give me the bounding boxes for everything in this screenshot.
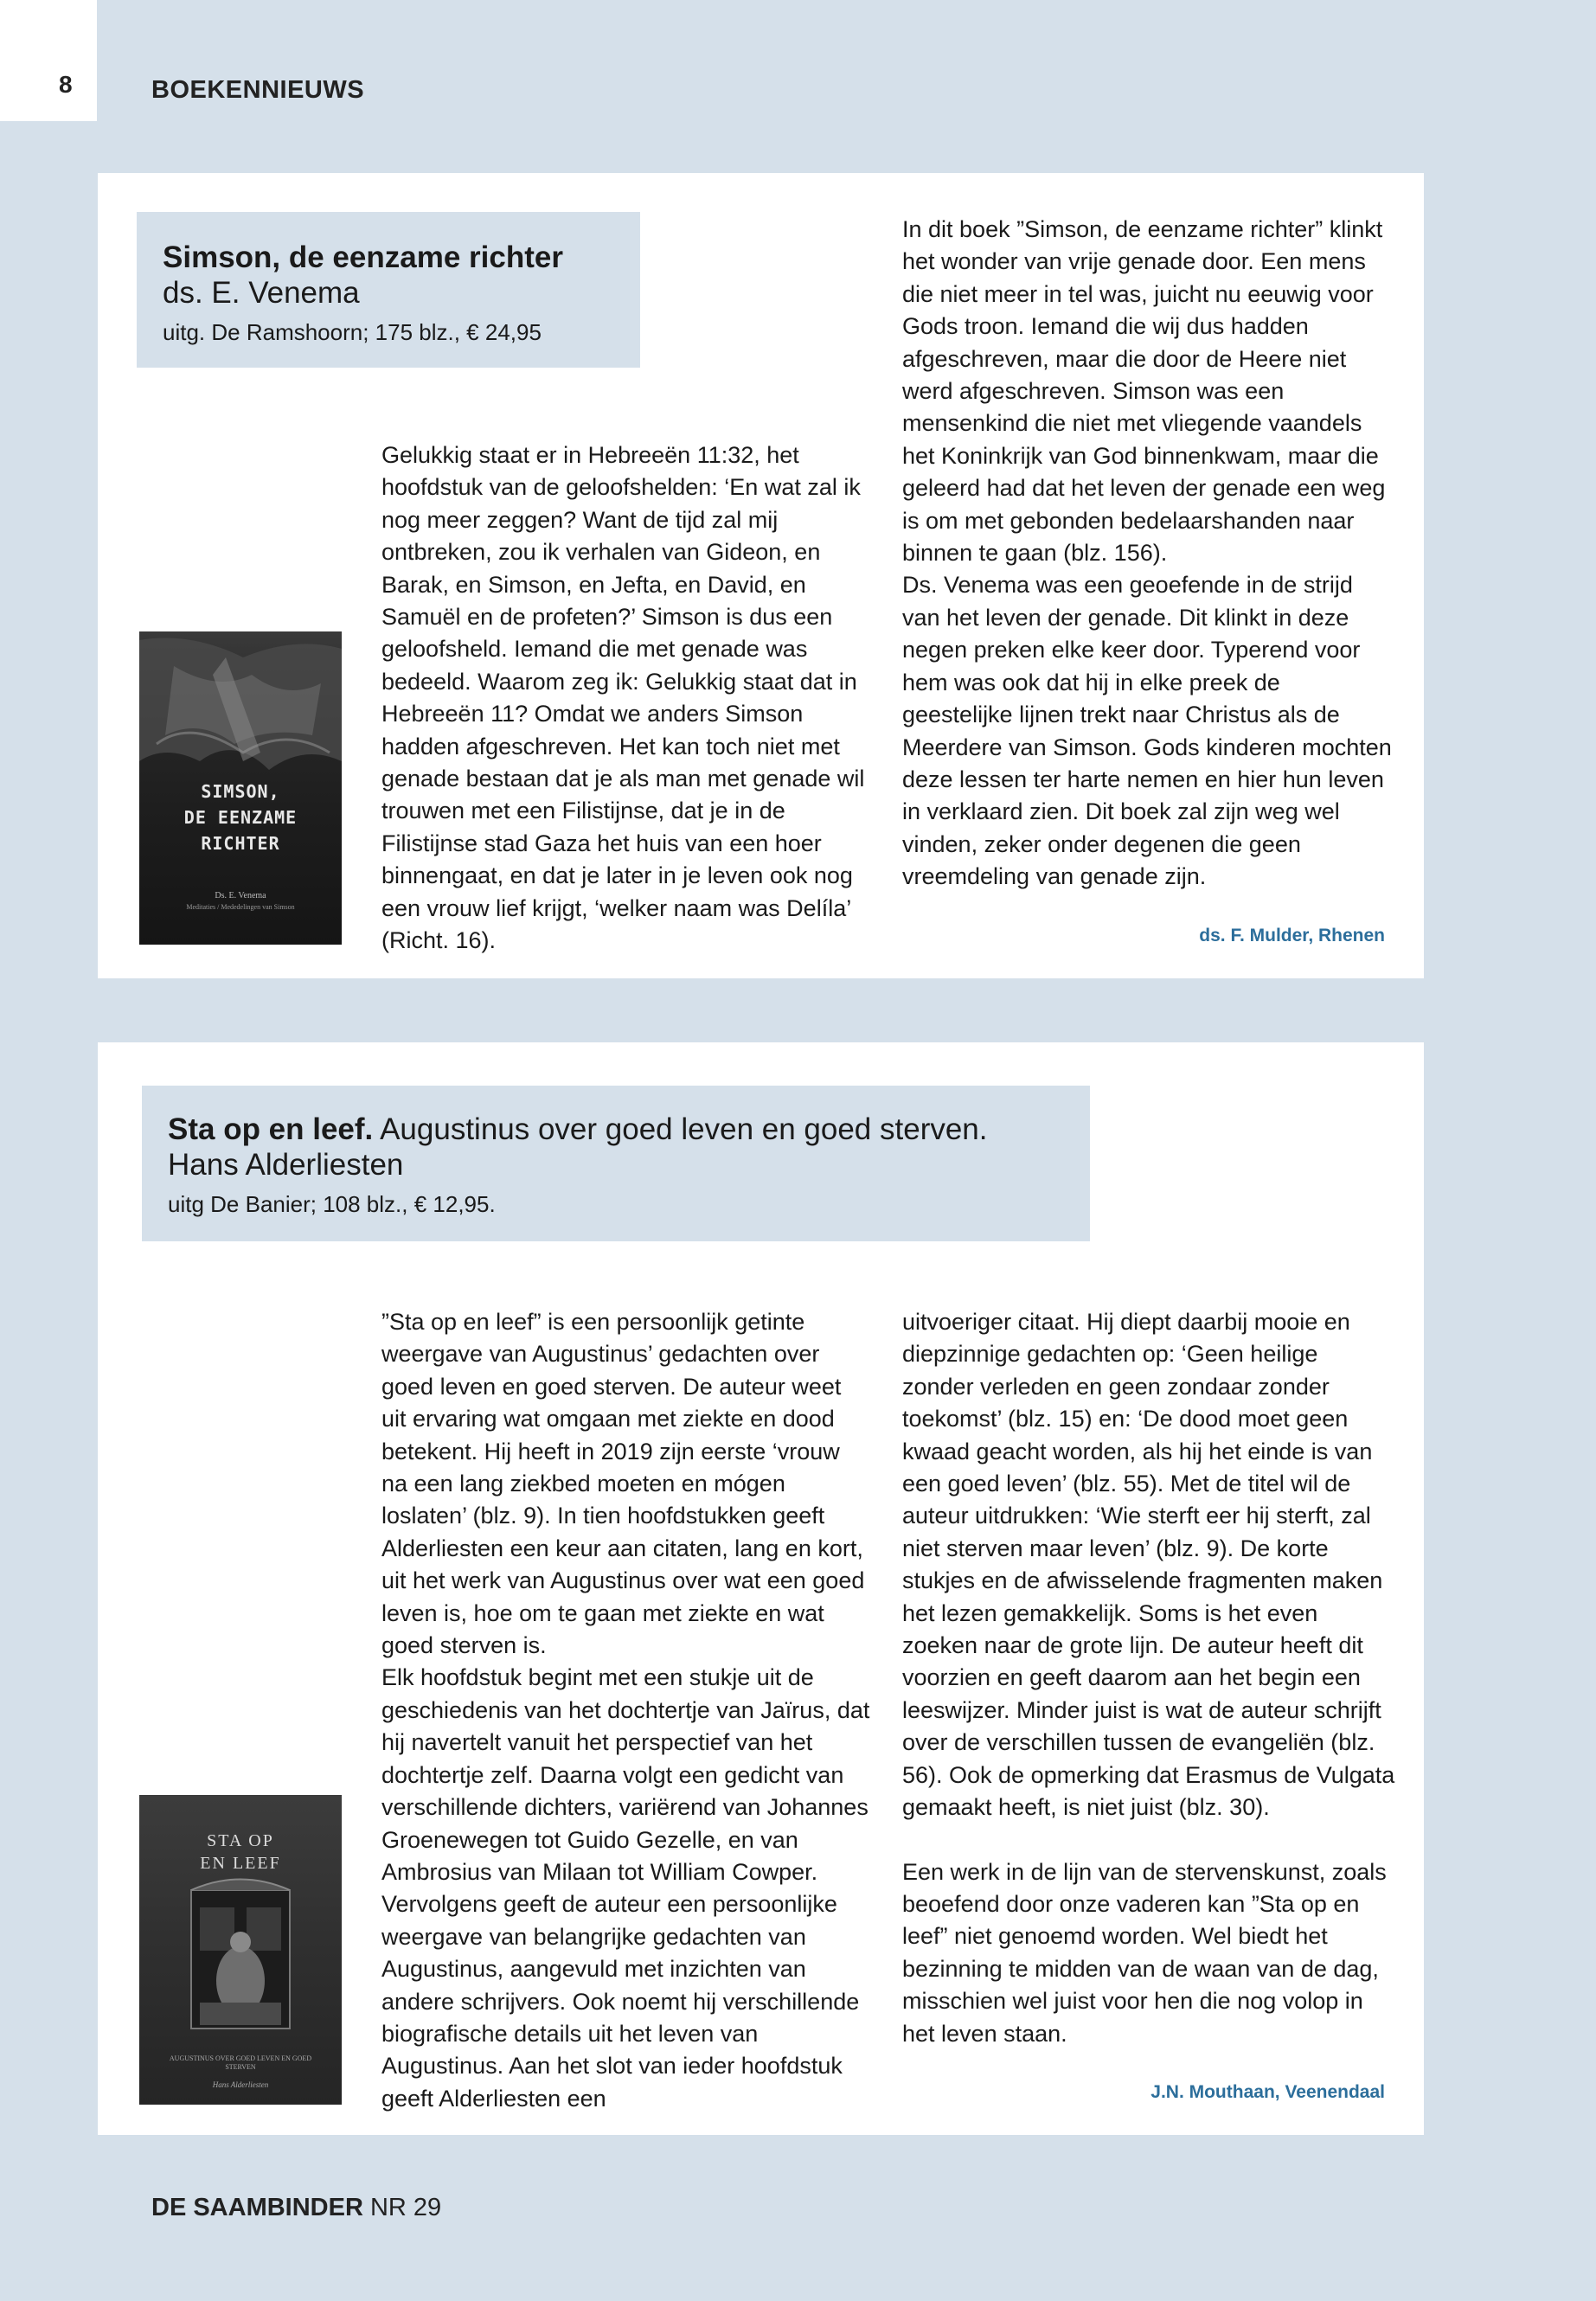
book-info-box [137,212,640,368]
cover-author: Ds. E. Venema [215,891,266,901]
section-label: BOEKENNIEUWS [151,76,365,104]
review-text-right: In dit boek ”Simson, de eenzame richter” klinkt het wonder van vrije genade door. Een mens die niet meer in tel was, juicht nu eeuwig voor Gods troon. Iemand die wij dus hadden afgeschreven, maar die door de Heere niet werd afgeschreven. Simson was een mensenkind die niet met vliegende vaandels het Koninkrijk van God binnenkwam, maar die geleerd had dat het leven der genade een weg is om met gebonden bedelaarshanden naar binnen te gaan (blz. 156). Ds. Venema was een geoefende in de strijd van het leven der genade. Dit klinkt in deze negen preken elke keer door. Typerend voor hem was ook dat hij in elke preek de geestelijke lijnen trekt naar Christus als de Meerdere van Simson. Gods kinderen mochten deze lessen ter harte nemen en hier hun leven in verklaard zien. Dit boek zal zijn weg wel vinden, zeker onder degenen die geen vreemdeling van genade zijn. [902,216,1392,890]
review-text-right: uitvoeriger citaat. Hij diept daarbij mooie en diepzinnige gedachten op: ‘Geen heilige zonder verleden en geen zondaar zonder toekomst’ (blz. 15) en: ‘De dood moet geen kwaad geacht worden, als hij het einde is van een goed leven’ (blz. 55). Met de titel wil de auteur uitdrukken: ‘Wie sterft eer hij sterft, zal niet sterven maar leven’ (blz. 9). De korte stukjes en de afwisselende fragmenten maken het lezen gemakkelijk. Soms is het even zoeken naar de grote lijn. De auteur heeft dit voorzien en geeft daarom aan het begin een leeswijzer. Minder juist is wat de auteur schrijft over de verschillen tussen de evangeliën (blz. 56). Ook de opmerking dat Erasmus de Vulgata gemaakt heeft, is niet juist (blz. 30). Een werk in de lijn van de stervenskunst, zoals beoefend door onze vaderen kan ”Sta op en leef” niet genoemd worden. Wel biedt het bezinning te midden van de waan van de dag, misschien wel juist voor hen die nog volop in het leven staan. [902,1309,1395,2047]
reviewer-name: ds. F. Mulder, Rhenen [1199,926,1385,945]
footer-brand: DE SAAMBINDER [151,2194,363,2221]
reviewer-name: J.N. Mouthaan, Veenendaal [1151,2082,1385,2102]
page-number: 8 [59,71,73,98]
book-title: Simson, de eenzame richter [163,240,563,274]
footer-issue: NR 29 [362,2194,442,2221]
review-text-left: ”Sta op en leef” is een persoonlijk getinte weergave van Augustinus’ gedachten over goed leven en goed sterven. De auteur weet uit ervaring wat omgaan met ziekte en dood betekent. Hij heeft in 2019 zijn eerste ‘vrouw na een lang ziekbed moeten en mógen loslaten’ (blz. 9). In tien hoofdstukken geeft Alderliesten een keur aan citaten, lang en kort, uit het werk van Augustinus over wat een goed leven is, hoe om te gaan met ziekte en wat goed sterven is. Elk hoofdstuk begint met een stukje uit de geschiedenis van het dochtertje van Jaïrus, dat hij navertelt vanuit het perspectief van het dochtertje zelf. Daarna volgt een gedicht van verschillende dichters, variërend van Johannes Groenewegen tot Guido Gezelle, en van Ambrosius van Milaan tot William Cowper. Vervolgens geeft de auteur een persoonlijke weergave van belangrijke gedachten van Augustinus, aangevuld met inzichten van andere schrijvers. Ook noemt hij verschillende biografische details uit het leven van Augustinus. Aan het slot van ieder hoofdstuk geeft Alderliesten een [381,1309,870,2112]
book-cover-image [139,1795,342,2105]
review-card-sta-op-en-leef [98,1042,1424,2135]
review-card-simson [98,173,1424,978]
book-publisher: uitg De Banier; 108 blz., € 12,95. [168,1191,496,1217]
page-number-tab [0,0,97,121]
book-publisher: uitg. De Ramshoorn; 175 blz., € 24,95 [163,319,542,345]
cover-author: Hans Alderliesten [212,2080,269,2089]
footer-publication [151,2194,441,2222]
cover-title: SIMSON, DE EENZAME RICHTER [183,781,298,854]
book-author: ds. E. Venema [163,276,360,310]
book-subtitle: Augustinus over goed leven en goed sterven. [373,1112,988,1146]
book-title: Sta op en leef. Augustinus over goed leven en goed sterven. [168,1112,988,1146]
book-info-box [142,1086,1090,1241]
book-author: Hans Alderliesten [168,1148,404,1182]
cover-subtitle: Meditaties / Mededelingen van Simson [186,903,295,911]
book-cover-image [139,631,342,945]
review-text-left: Gelukkig staat er in Hebreeën 11:32, het hoofdstuk van de geloofshelden: ‘En wat zal ik nog meer zeggen? Want de tijd zal mij ontbreken, zou ik verhalen van Gideon, en Barak, en Simson, en Jefta, en David, en Samuël en de profeten?’ Simson is dus een geloofsheld. Iemand die met genade was bedeeld. Waarom zeg ik: Gelukkig staat dat in Hebreeën 11? Omdat we anders Simson hadden afgeschreven. Het kan toch niet met genade bestaan dat je als man met genade wil trouwen met een Filistijnse, dat je in de Filistijnse stad Gaza het huis van een hoer binnengaat, en dat je later in je leven ook nog een vrouw lief krijgt, ‘welker naam was Delíla’ (Richt. 16). [381,442,865,954]
cover-subtitle: AUGUSTINUS OVER GOED LEVEN EN GOED STERVEN [169,2054,312,2071]
cover-title: STA OP EN LEEF [200,1831,281,1873]
